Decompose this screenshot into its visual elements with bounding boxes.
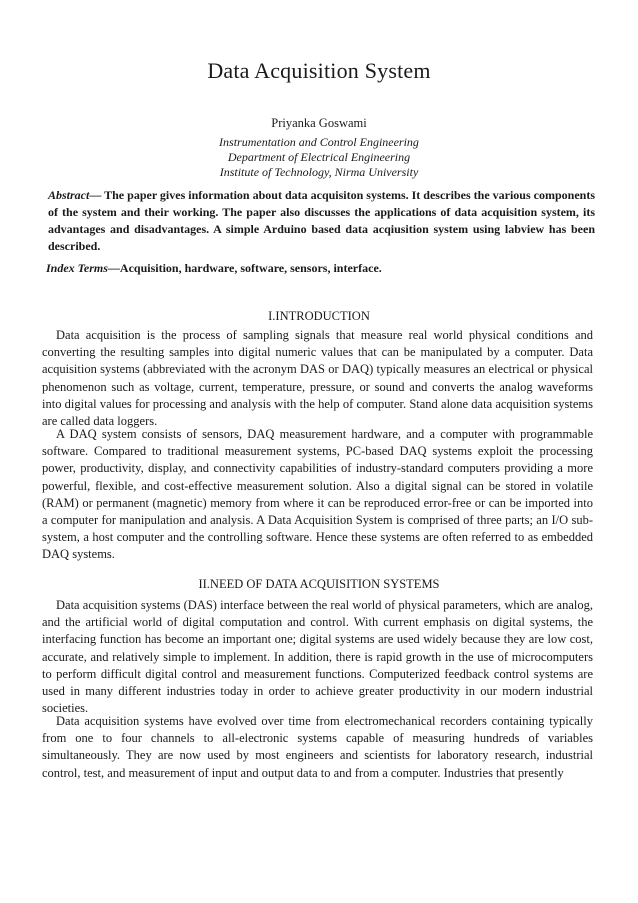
need-paragraph-1: Data acquisition systems (DAS) interface between the real world of physical parameters, which are analog, and the artificial world of digital computation and control. With current emphasis on digital systems, the interfacing function has become an important one; digital systems are used widely because they are low cost, accurate, and relatively simple to implement. In addition, there is rapid growth in the use of microcomputers to perform difficult digital control and measurement functions. Computerized feedback control systems are used in many different industries today in order to achieve greater productivity in our modern industrial societies. [42, 598, 593, 716]
abstract-label: Abstract [48, 188, 90, 202]
section-heading-need-of-das: II.NEED OF DATA ACQUISITION SYSTEMS [198, 577, 440, 591]
index-terms-text: —Acquisition, hardware, software, sensors, interface. [107, 261, 382, 275]
affiliation-department: Department of Electrical Engineering [227, 150, 411, 164]
author-name: Priyanka Goswami [271, 116, 367, 130]
affiliation-program: Instrumentation and Control Engineering [219, 135, 419, 149]
paper-title: Data Acquisition System [207, 58, 431, 83]
need-paragraph-2: Data acquisition systems have evolved over time from electromechanical recorders containing typically from one to four channels to all-electronic systems capable of measuring hundreds of variables simultaneously. They are now used by most engineers and scientists for laboratory research, industrial control, test, and measurement of input and output data to and from a computer. Industries that presently [42, 714, 593, 780]
intro-paragraph-1: Data acquisition is the process of sampling signals that measure real world physical conditions and converting the resulting samples into digital numeric values that can be manipulated by a computer. Data acquisition systems (abbreviated with the acronym DAS or DAQ) typically measures an electrical or physical phenomenon such as voltage, current, temperature, pressure, or sound and converts the analog waveforms into digital values for processing and analysis with the help of computer. Stand alone data acquisition systems are called data loggers. [42, 328, 593, 429]
affiliation-institute: Institute of Technology, Nirma University [219, 165, 419, 179]
abstract-text: — The paper gives information about data acquisiton systems. It describes the various components of the system and their working. The paper also discusses the applications of data acquisition system, its advantages and disadvantages. A simple Arduino based data acqiusition system using labview has been described. [48, 188, 595, 253]
intro-paragraph-2: A DAQ system consists of sensors, DAQ measurement hardware, and a computer with programmable software. Compared to traditional measurement systems, PC-based DAQ systems exploit the processing power, productivity, display, and connectivity capabilities of industry-standard computers providing a more powerful, flexible, and cost-effective measurement solution. Also a digital signal can be stored in volatile (RAM) or permanent (magnetic) memory from where it can be reproduced error-free or can be imported into a computer for manipulation and analysis. A Data Acquisition System is comprised of three parts; an I/O sub-system, a host computer and the controlling software. Hence these systems are often referred to as embedded DAQ systems. [42, 427, 593, 562]
index-terms [46, 261, 606, 276]
abstract [48, 187, 595, 255]
index-terms-label: Index Terms [46, 261, 108, 275]
section-heading-introduction: I.INTRODUCTION [268, 309, 370, 323]
